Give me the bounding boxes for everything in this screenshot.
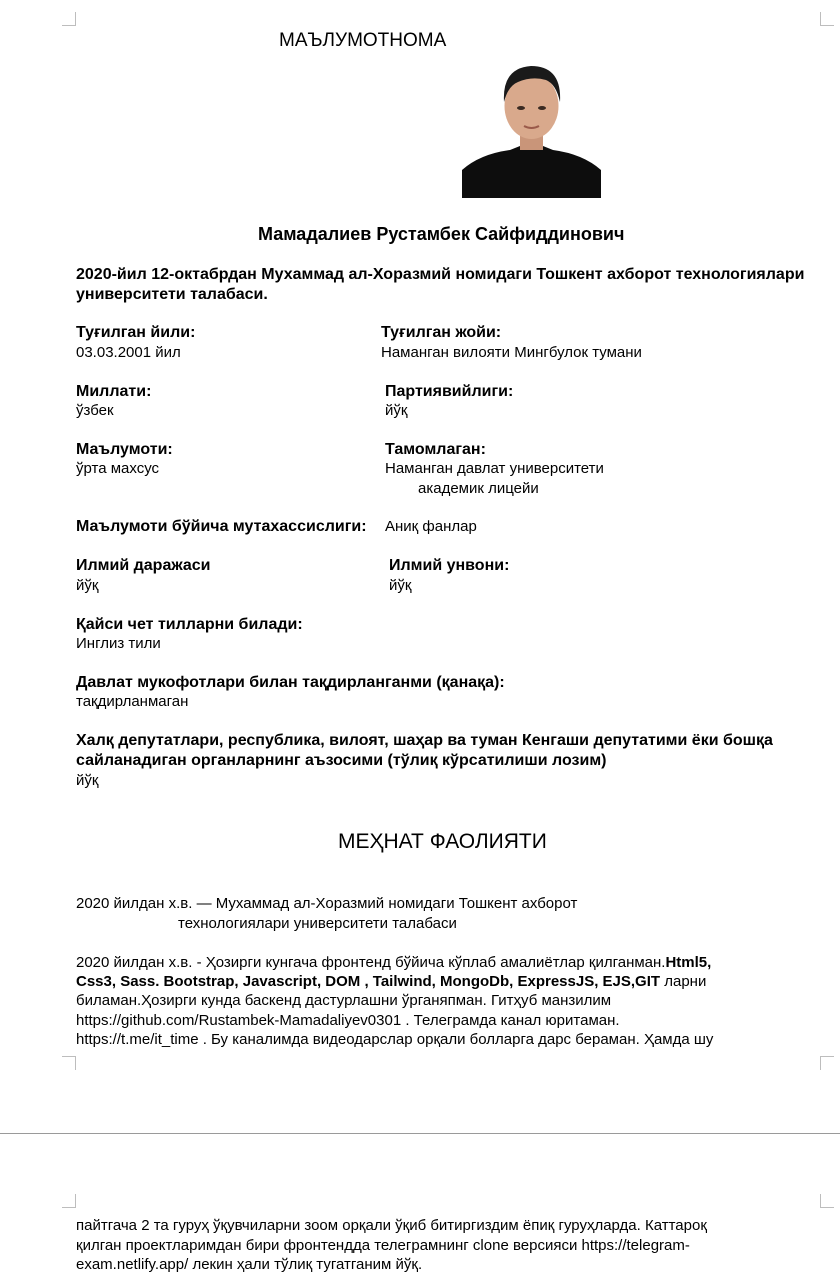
person-full-name: Мамадалиев Рустамбек Сайфиддинович	[258, 224, 625, 244]
nationality-value: ўзбек	[76, 402, 114, 419]
document-title: МАЪЛУМОТНОМА	[279, 30, 447, 51]
rank-value: йўқ	[389, 577, 412, 594]
work-entry-2-line-5: https://t.me/it_time . Бу каналимда видеодарслар орқали болларга дарс бераман. Ҳамда шу	[76, 1031, 714, 1048]
education-value: ўрта махсус	[76, 460, 160, 477]
work-entry-2-tech-list: Css3, Sass. Bootstrap, Javascript, DOM , Tailwind, MongoDb, ExpressJS, EJS,GIT	[76, 973, 661, 990]
work-entry-2-line-1	[76, 953, 711, 973]
degree-label: Илмий даражаси	[76, 557, 211, 574]
graduated-value-line-1: Наманган давлат университети	[385, 460, 604, 477]
deputy-label-line-1: Халқ депутатлари, республика, вилоят, шаҳар ва туман Кенгаши депутатими ёки бошқа	[76, 732, 773, 749]
page2-line-1: пайтгача 2 та гуруҳ ўқувчиларни зоом орқали ўқиб битиргиздим ёпиқ гуруҳларда. Каттароқ	[76, 1217, 707, 1234]
awards-value: тақдирланмаган	[76, 693, 189, 710]
document-page-2	[0, 1134, 840, 1280]
work-entry-2-line-3: биламан.Ҳозирги кунда баскенд дастурлашни ўрганяпман. Гитҳуб манзилим	[76, 992, 612, 1009]
deputy-label-line-2: сайланадиган органларнинг аъзосими (тўлиқ кўрсатилиши лозим)	[76, 752, 607, 769]
languages-value: Инглиз тили	[76, 635, 161, 652]
deputy-value: йўқ	[76, 772, 99, 789]
intro-line-1: 2020-йил 12-октабрдан Мухаммад ал-Хоразмий номидаги Тошкент ахборот технологиялари	[76, 266, 805, 283]
nationality-label: Миллати:	[76, 383, 152, 400]
work-entry-1-line-1: 2020 йилдан х.в. — Мухаммад ал-Хоразмий номидаги Тошкент ахборот	[76, 895, 578, 912]
birth-place-label: Туғилган жойи:	[381, 324, 502, 341]
specialty-value: Аниқ фанлар	[385, 518, 477, 535]
corner-mark-page2-top-right	[820, 1194, 834, 1208]
rank-label: Илмий унвони:	[389, 557, 510, 574]
party-value: йўқ	[385, 402, 408, 419]
birth-year-value: 03.03.2001 йил	[76, 344, 181, 361]
work-entry-2-line-2	[76, 972, 706, 992]
work-entry-2-line-1-tech: Html5,	[665, 954, 712, 971]
birth-year-label: Туғилган йили:	[76, 324, 196, 341]
work-entry-2-line-2-tail: ларни	[660, 973, 707, 990]
work-entry-2-line-4: https://github.com/Rustambek-Mamadaliyev0301 . Телеграмда канал юритаман.	[76, 1012, 620, 1029]
page2-line-3: exam.netlify.app/ лекин ҳали тўлиқ тугатганим йўқ.	[76, 1256, 423, 1273]
profile-photo	[462, 58, 601, 198]
awards-label: Давлат мукофотлари билан тақдирланганми (қанақа):	[76, 674, 505, 691]
corner-mark-bottom-right	[820, 1056, 834, 1070]
work-entry-2-line-1-text: 2020 йилдан х.в. - Ҳозирги кунгача фронтенд бўйича кўплаб амалиётлар қилганман.	[76, 954, 666, 971]
corner-mark-bottom-left	[62, 1056, 76, 1070]
graduated-value-line-2: академик лицейи	[418, 480, 539, 497]
intro-line-2: университети талабаси.	[76, 286, 268, 303]
education-label: Маълумоти:	[76, 441, 173, 458]
languages-label: Қайси чет тилларни билади:	[76, 616, 303, 633]
corner-mark-page2-top-left	[62, 1194, 76, 1208]
corner-mark-top-right	[820, 12, 834, 26]
degree-value: йўқ	[76, 577, 99, 594]
portrait-image	[462, 58, 601, 198]
work-entry-1-line-2: технологиялари университети талабаси	[178, 915, 457, 932]
specialty-label: Маълумоти бўйича мутахассислиги:	[76, 518, 367, 535]
birth-place-value: Наманган вилояти Мингбулок тумани	[381, 344, 642, 361]
graduated-label: Тамомлаган:	[385, 441, 486, 458]
corner-mark-top-left	[62, 12, 76, 26]
page2-line-2: қилган проектларимдан бири фронтендда телеграмнинг clone версияси https://telegram-	[76, 1237, 690, 1254]
party-label: Партиявийлиги:	[385, 383, 514, 400]
work-section-title: МЕҲНАТ ФАОЛИЯТИ	[338, 830, 547, 853]
